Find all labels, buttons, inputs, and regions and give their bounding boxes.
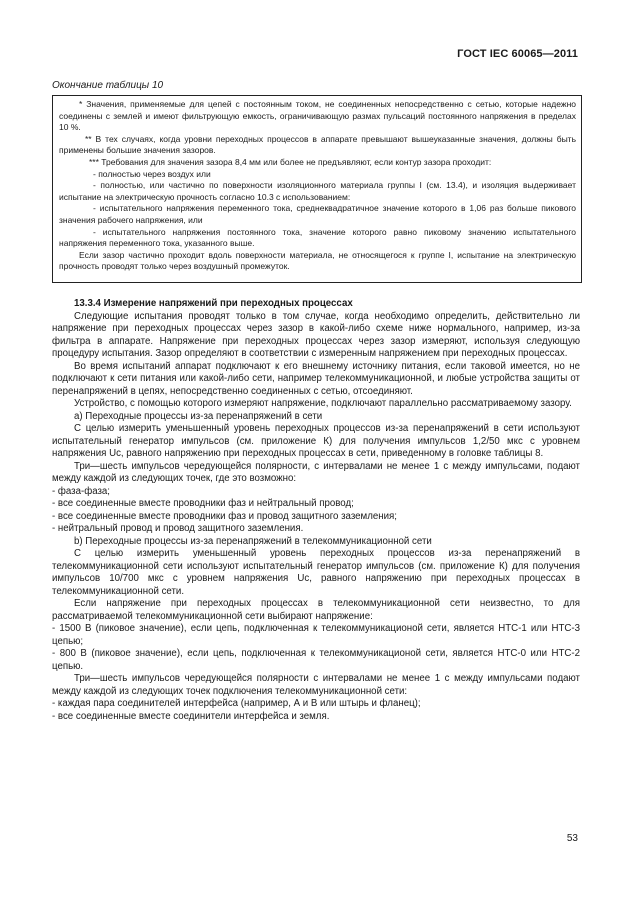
section-body	[52, 298, 580, 723]
note-paragraph: - полностью через воздух или	[93, 168, 211, 179]
body-paragraph: Три—шесть импульсов чередующейся полярности с интервалами не менее 1 с между импульсами подают между каждой из следующих точек подключения телекоммуникационной сети:	[52, 673, 580, 697]
note-paragraph: ** В тех случаях, когда уровни переходных процессов в аппарате превышают вышеуказанные значения, должны быть применены большие значения зазоров.	[59, 133, 576, 156]
body-paragraph: Следующие испытания проводят только в том случае, когда необходимо определить, действительно ли напряжение при переходных процессах через зазор в какой-либо схеме ниже нормального, например, из-за фильтра в аппарате. Напряжение при переходных процессах через зазор измеряют, используя следующую процедуру испытания. Зазор определяют в соответствии с измеренным напряжением при переходных процессах.	[52, 310, 580, 359]
list-item: - все соединенные вместе проводники фаз и нейтральный провод;	[52, 498, 354, 509]
list-item: - каждая пара соединителей интерфейса (например, А и В или штырь и фланец);	[52, 698, 421, 709]
body-paragraph: Если напряжение при переходных процессах в телекоммуникационной сети неизвестно, то для рассматриваемой телекоммуникационной сети выбирают напряжение:	[52, 598, 580, 622]
body-paragraph: С целью измерить уменьшенный уровень переходных процессов из-за перенапряжений в сети используют испытательный генератор импульсов (см. приложение К) для получения импульсов 1,2/50 мкс с уровнем напряжения Uc, равного напряжению при переходных процессах в сети, приведенному в головке таблицы 8.	[52, 423, 580, 459]
note-paragraph: - испытательного напряжения постоянного тока, значение которого равно пиковому значению испытательного напряжения переменного тока, указанного выше.	[59, 226, 576, 249]
note-paragraph: * Значения, применяемые для цепей с постоянным током, не соединенных непосредственно с сетью, которые надежно соединены с землей и имеют фильтрующую емкость, ограничивающую размах пульсаций постоянного напряжения в пределах 10 %.	[59, 99, 576, 133]
note-paragraph: *** Требования для значения зазора 8,4 мм или более не предъявляют, если контур зазора проходит:	[89, 156, 492, 167]
body-paragraph: а) Переходные процессы из-за перенапряжений в сети	[74, 410, 323, 422]
body-paragraph: Устройство, с помощью которого измеряют напряжение, подключают параллельно рассматриваемому зазору.	[74, 398, 572, 409]
note-paragraph: Если зазор частично проходит вдоль поверхности материала, не относящегося к группе I, испытание на электрическую прочность проводят только через воздушный промежуток.	[59, 249, 576, 272]
list-item: - фаза-фаза;	[52, 485, 110, 497]
list-item: - все соединенные вместе проводники фаз и провод защитного заземления;	[52, 510, 397, 522]
list-item: - 1500 В (пиковое значение), если цепь, подключенная к телекоммуникационой сети, является НТС-1 или НТС-3 цепью;	[52, 623, 580, 647]
note-paragraph: - полностью, или частично по поверхности изоляционного материала группы I (см. 13.4), и изоляция выдерживает испытание на электрическую прочность согласно 10.3 с использованием:	[59, 180, 576, 202]
list-item: - все соединенные вместе соединители интерфейса и земля.	[52, 710, 330, 722]
list-item: - нейтральный провод и провод защитного заземления.	[52, 523, 304, 534]
body-paragraph: С целью измерить уменьшенный уровень переходных процессов из-за перенапряжений в телекоммуникационной сети используют испытательный генератор импульсов (см. приложение К) для получения импульсов 10/700 мкс с уровнем напряжения Uc, равного напряжению при переходных процессах в телекоммуникационной сети.	[52, 548, 580, 597]
table-notes-box	[52, 95, 582, 283]
page-number: 53	[566, 833, 578, 844]
list-item: - 800 В (пиковое значение), если цепь, подключенная к телекоммуникационой сети, является НТС-0 или НТС-2 цепью.	[52, 648, 580, 672]
table-caption: Окончание таблицы 10	[52, 80, 164, 91]
body-paragraph: Три—шесть импульсов чередующейся полярности, с интервалами не менее 1 с между импульсами, подают между каждой из следующих точек, где это возможно:	[52, 460, 580, 484]
body-paragraph: Во время испытаний аппарат подключают к его внешнему источнику питания, если таковой имеется, но не подключают к сети питания или какой-либо сети, например телекоммуникационной, и любые устройства защиты от перенапряжений в цепях, непосредственно соединенных с сетью, отсоединяют.	[52, 360, 580, 397]
section-heading: 13.3.4 Измерение напряжений при переходных процессах	[74, 298, 353, 309]
body-paragraph: b) Переходные процессы из-за перенапряжений в телекоммуникационной сети	[74, 535, 432, 547]
note-paragraph: - испытательного напряжения переменного тока, среднеквадратичное значение которого в 1,06 раз больше пикового значения рабочего напряжения, или	[59, 203, 576, 225]
standard-header: ГОСТ IEC 60065—2011	[457, 48, 578, 60]
